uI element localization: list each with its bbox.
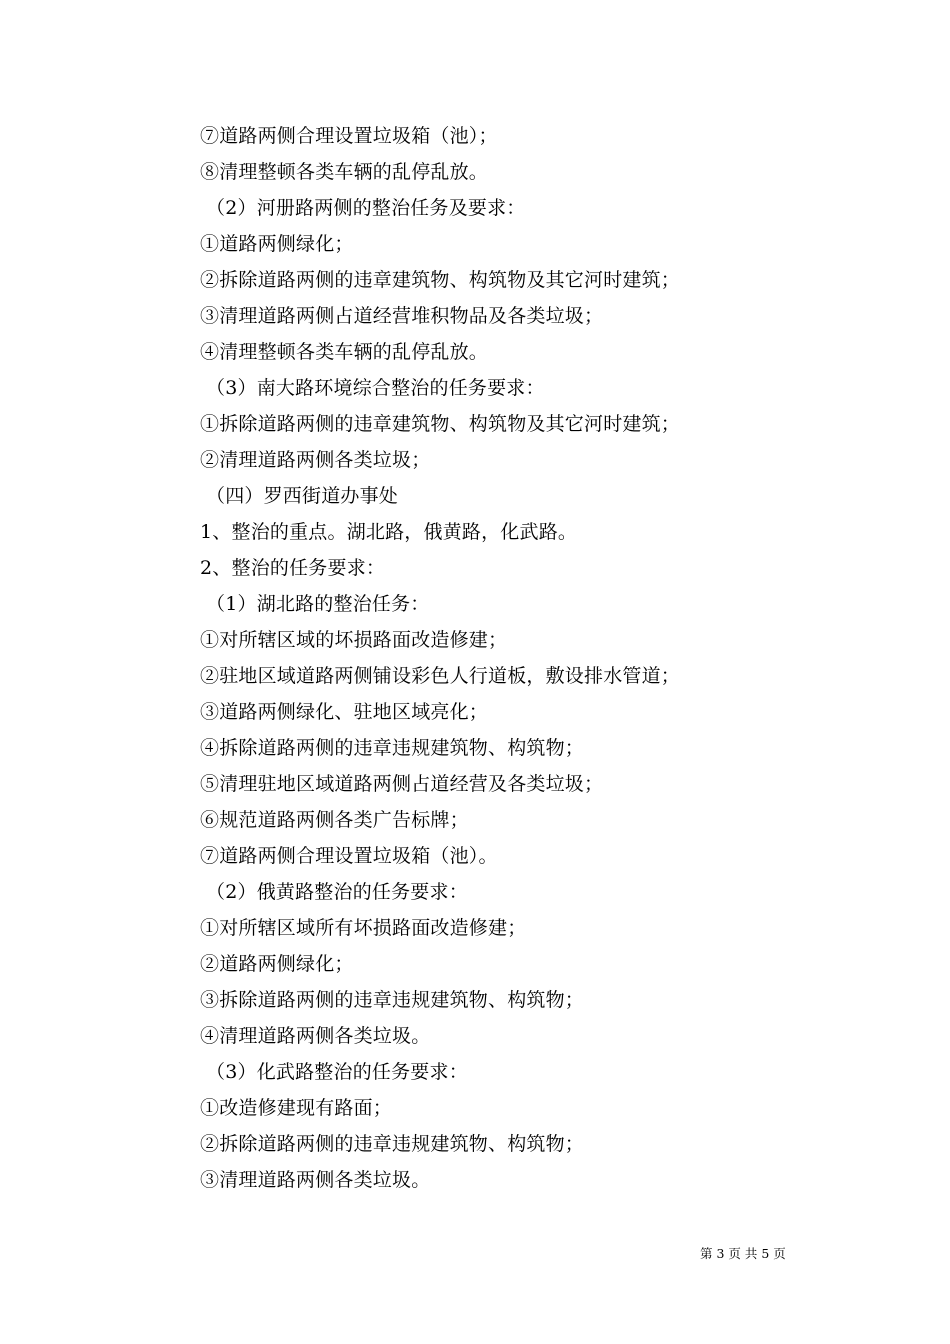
- section-heading: （3）南大路环境综合整治的任务要求：: [206, 377, 545, 399]
- section-heading: （四）罗西街道办事处: [206, 485, 399, 507]
- section-heading: （2）河册路两侧的整治任务及要求：: [206, 197, 526, 219]
- list-item: ⑦道路两侧合理设置垃圾箱（池）。: [200, 845, 498, 867]
- section-heading: （3）化武路整治的任务要求：: [206, 1061, 468, 1083]
- page-number: 第 3 页 共 5 页: [700, 1246, 786, 1261]
- list-item: ②道路两侧绿化；: [200, 953, 354, 975]
- list-item: ①拆除道路两侧的违章建筑物、构筑物及其它河时建筑；: [200, 413, 681, 435]
- list-item: ②驻地区域道路两侧铺设彩色人行道板，敷设排水管道；: [200, 665, 681, 687]
- list-item: ⑥规范道路两侧各类广告标牌；: [200, 809, 469, 831]
- paragraph: 2、整治的任务要求：: [200, 557, 386, 579]
- section-heading: （2）俄黄路整治的任务要求：: [206, 881, 468, 903]
- paragraph: 1、整治的重点。湖北路，俄黄路，化武路。: [200, 521, 578, 543]
- document-body: [200, 118, 800, 1198]
- list-item: ①对所辖区域所有坏损路面改造修建；: [200, 917, 527, 939]
- list-item: ④清理道路两侧各类垃圾。: [200, 1025, 431, 1047]
- list-item: ③道路两侧绿化、驻地区域亮化；: [200, 701, 489, 723]
- list-item: ①道路两侧绿化；: [200, 233, 354, 255]
- list-item: ④清理整顿各类车辆的乱停乱放。: [200, 341, 489, 363]
- list-item: ⑦道路两侧合理设置垃圾箱（池）；: [200, 125, 498, 147]
- list-item: ①改造修建现有路面；: [200, 1097, 393, 1119]
- list-item: ③拆除道路两侧的违章违规建筑物、构筑物；: [200, 989, 585, 1011]
- list-item: ②拆除道路两侧的违章违规建筑物、构筑物；: [200, 1133, 585, 1155]
- list-item: ⑤清理驻地区域道路两侧占道经营及各类垃圾；: [200, 773, 604, 795]
- list-item: ③清理道路两侧各类垃圾。: [200, 1169, 431, 1191]
- list-item: ③清理道路两侧占道经营堆积物品及各类垃圾；: [200, 305, 604, 327]
- list-item: ②清理道路两侧各类垃圾；: [200, 449, 431, 471]
- list-item: ②拆除道路两侧的违章建筑物、构筑物及其它河时建筑；: [200, 269, 681, 291]
- list-item: ⑧清理整顿各类车辆的乱停乱放。: [200, 161, 489, 183]
- list-item: ④拆除道路两侧的违章违规建筑物、构筑物；: [200, 737, 585, 759]
- section-heading: （1）湖北路的整治任务：: [206, 593, 430, 615]
- list-item: ①对所辖区域的坏损路面改造修建；: [200, 629, 508, 651]
